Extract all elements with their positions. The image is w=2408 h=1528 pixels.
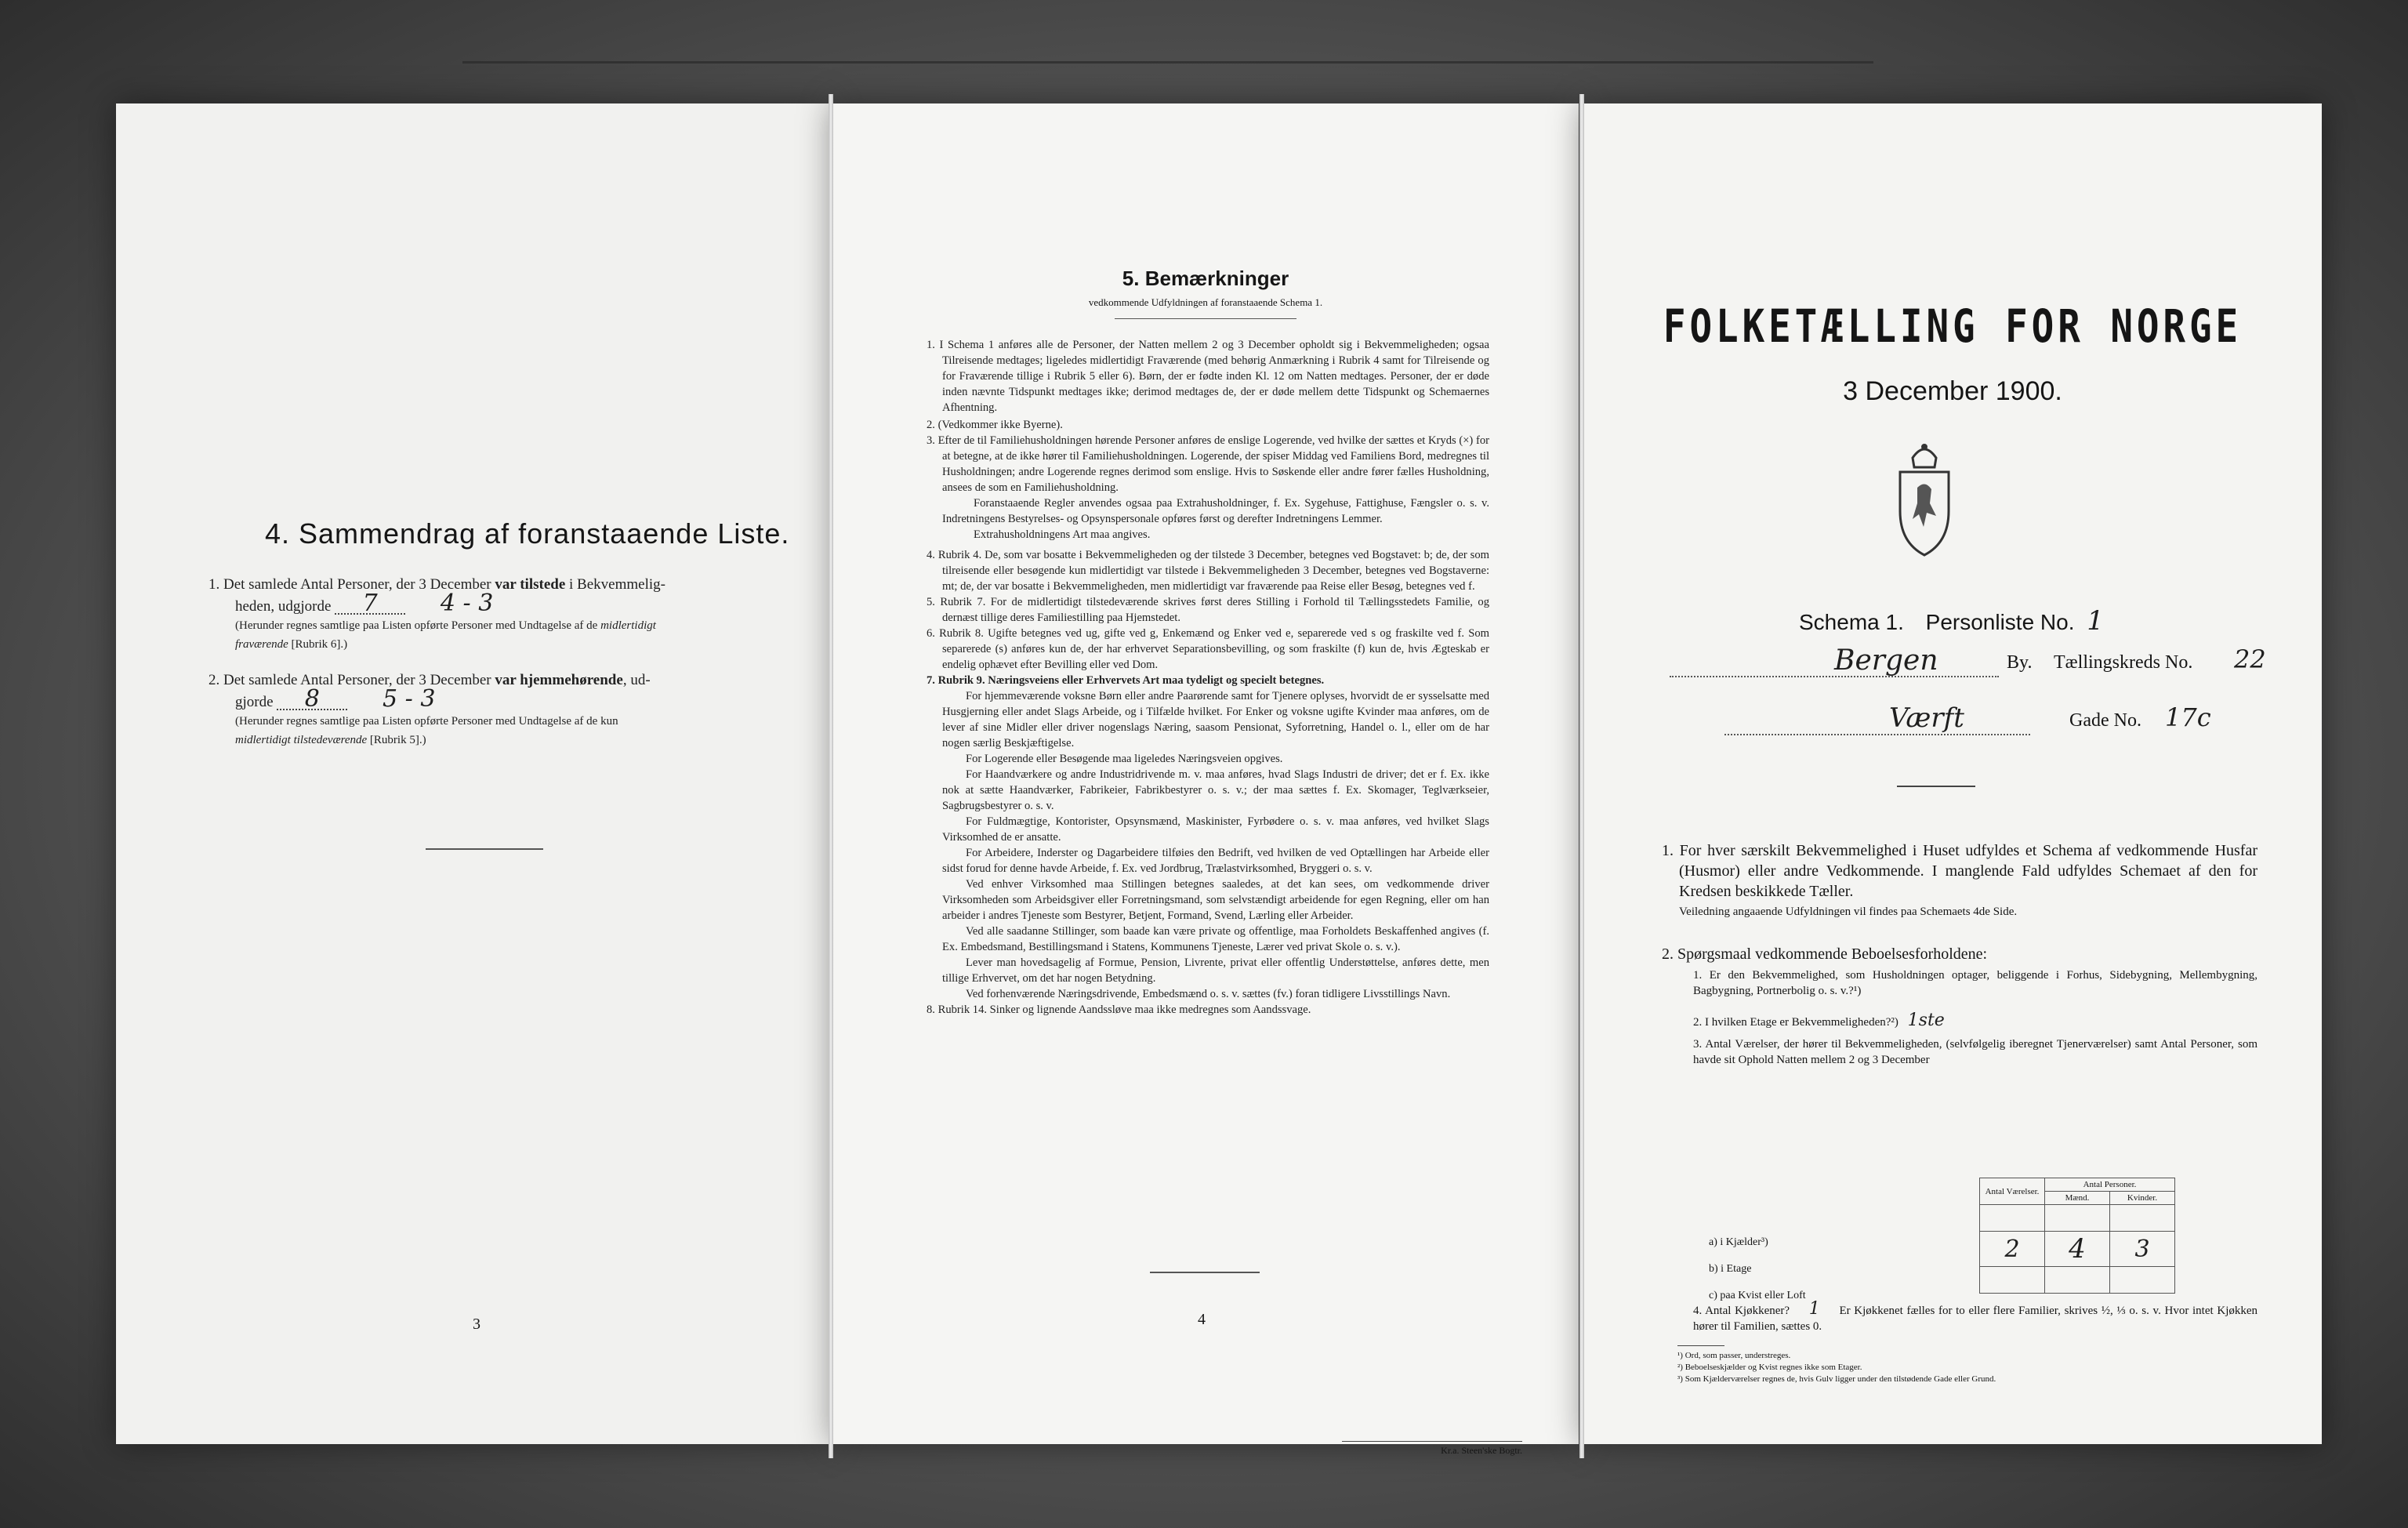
remark-7h: Lever man hovedsagelig af Formue, Pension, Livrente, privat eller offentlig Understøttelse, anføres dette, men tillige Erhvervet, om det har nogen Betydning.: [942, 956, 1489, 985]
header-persons: Antal Personer.: [2045, 1178, 2175, 1192]
instruction-1-note: Veiledning angaaende Udfyldningen vil findes paa Schemaets 4de Side.: [1679, 906, 2018, 918]
instruction-1-text: 1. For hver særskilt Bekvemmelighed i Huset udfyldes et Schema af vedkommende Husfar (Husmor) eller andre Vedkommende. I manglende Fald udfyldes Schemaet af den for Kredsen beskikkede Tæller.: [1662, 842, 2258, 900]
floor-men-hand: 4: [2045, 1232, 2110, 1267]
footnote-1: ¹) Ord, som passer, understreges.: [1677, 1351, 1791, 1360]
question-2-4: [1693, 1301, 2258, 1334]
divider: [426, 848, 543, 850]
schema-line: [1799, 605, 2104, 637]
rooms-persons-table: [1979, 1178, 2175, 1294]
remark-3: 3. Efter de til Familiehusholdningen hørende Personer anføres de enslige Logerende, ved hvilke der sættes et Kryds (×) for at betegne, at de ikke hører til Familiehusholdningen. Logerende, der spiser Middag ved Familiens Bord, medregnes til Husholdningen; andre Logerende regnes derimod som enslige. Hvis to Søskende eller andre fører fælles Husholdning, ansees de som en Familiehusholdning.: [927, 434, 1489, 494]
item2-note-italic: midlertidigt tilstedeværende: [235, 734, 368, 746]
summary-item-2: [209, 671, 804, 749]
item2-note: (Herunder regnes samtlige paa Listen opførte Personer med Undtagelse af de kun: [235, 715, 618, 728]
norwegian-coat-of-arms-icon: [1889, 441, 1960, 558]
remark-3b: Foranstaaende Regler anvendes ogsaa paa Extrahusholdninger, f. Ex. Sygehuse, Fattighuse, Fængsler o. s. v. Indretningens Bestyrelses- og Opsynspersonale opføres først og derefter Indretningens Lemmer.: [942, 497, 1489, 525]
gade-label: Gade No.: [2069, 710, 2141, 731]
street-hand: Værft: [1889, 702, 1964, 734]
item1-text: 1. Det samlede Antal Personer, der 3 December: [209, 576, 495, 593]
kitchen-hand: 1: [1808, 1299, 1820, 1319]
page-number: 3: [473, 1316, 481, 1333]
attic-men: [2045, 1267, 2110, 1294]
header-women: Kvinder.: [2110, 1192, 2175, 1205]
question-2-1: 1. Er den Bekvemmelighed, som Husholdningen optager, beliggende i Forhus, Sidebygning, Mellembygning, Bagbygning, Portnerbolig o. s. v.?¹): [1693, 969, 2258, 997]
instruction-1: [1662, 840, 2258, 922]
attic-women: [2110, 1267, 2175, 1294]
page-3: [116, 103, 829, 1444]
remark-1: 1. I Schema 1 anføres alle de Personer, der Natten mellem 2 og 3 December opholdt sig i Bekvemmeligheden; ogsaa Tilreisende medtages; ligeledes midlertidigt Fraværende (med behørig Anmærkning i Rubrik 4 samt for Tilreisende og for Fraværende tillige i Rubrik 5 eller 6). Børn, der er fødte inden Kl. 12 om Natten medtages. Personer, der er døde inden nævnte Tidspunkt medtages ikke; derimod medtages de, der er døde mellem dette Tidspunkt og Schemaernes Afhentning.: [927, 339, 1489, 414]
cellar-men: [2045, 1205, 2110, 1232]
question-2-4-text: 4. Antal Kjøkkener?: [1693, 1305, 1790, 1317]
etage-hand: 1ste: [1907, 1011, 1945, 1030]
item1-note-italic-2: fraværende: [235, 638, 288, 651]
item2-total-hand: 8: [277, 690, 347, 710]
question-2-2: [1693, 1013, 2258, 1030]
footnote-rule: [1677, 1345, 1724, 1346]
form-title: FOLKETÆLLING FOR NORGE: [1663, 299, 2243, 353]
fold-left: [829, 94, 833, 1458]
cellar-rooms: [1980, 1205, 2045, 1232]
remark-7b: For Logerende eller Besøgende maa ligeledes Næringsveien opgives.: [966, 753, 1283, 765]
gade-number-hand: 17c: [2165, 702, 2211, 732]
row-attic: c) paa Kvist eller Loft: [1709, 1290, 1806, 1301]
instruction-2: 2. Spørgsmaal vedkommende Beboelsesforholdene:: [1662, 945, 1988, 963]
remark-4: 4. Rubrik 4. De, som var bosatte i Bekvemmeligheden og der tilstede 3 December, betegnes ved Bogstavet: b; de, der som tilreisende eller besøgende kun midlertidigt var tilstede i Bekvemmeligheden 3 December, betegnes ved Bogstaverne: mt; de, der var bosatte i Bekvemmeligheden, men midlertidigt var fraværende paa Reise eller Besøg, betegnes ved f.: [927, 549, 1489, 593]
remark-7c: For Haandværkere og andre Industridrivende m. v. maa anføres, hvad Slags Industri de driver; det er f. Ex. ikke nok at sætte Haandværker, Fabrikeier, Fabrikbestyrer o. s. v.; der maa sættes f. Ex. Skomager, Teglværkseier, Sagbrugsbestyrer o. s. v.: [942, 768, 1489, 812]
item2-split-hand: 5 - 3: [383, 685, 436, 713]
row-floor: b) i Etage: [1709, 1263, 1752, 1275]
remark-7g: Ved alle saadanne Stillinger, som baade kan være private og offentlige, maa Forholdets Beskaffenhed angives (f. Ex. Embedsmand, Bestillingsmand i Statens, Kommunens Tjeneste, Lærer ved privat Skole o. s. v.).: [942, 925, 1489, 953]
item1-split-hand: 4 - 3: [440, 590, 494, 617]
question-2-3: 3. Antal Værelser, der hører til Bekvemmeligheden, (selvfølgelig iberegnet Tjenerværelser) samt Antal Personer, som havde sit Ophold Natten mellem 2 og 3 December: [1693, 1038, 2258, 1066]
page-number: 4: [1198, 1311, 1206, 1328]
footnote-3: ³) Som Kjælderværelser regnes de, hvis Gulv ligger under den tilstødende Gade eller Grund.: [1677, 1374, 1996, 1384]
remarks-heading: 5. Bemærkninger: [1122, 267, 1289, 290]
floor-women-hand: 3: [2110, 1232, 2175, 1267]
item2-note-end: [Rubrik 5].): [367, 734, 426, 746]
row-cellar: a) i Kjælder³): [1709, 1236, 1768, 1248]
remark-7f: Ved enhver Virksomhed maa Stillingen betegnes saaledes, at det kan sees, om vedkommende driver Virksomheden som Arbeidsgiver eller Forretningsmand, som selvstændigt arbeidende for egen Regning, eller om han arbeider i andres Tjeneste som Bestyrer, Betjent, Formand, Svend, Lærling eller Arbeider.: [942, 878, 1489, 922]
page-1-cover: [1583, 103, 2322, 1444]
remark-7e: For Arbeidere, Inderster og Dagarbeidere tilføies den Bedrift, ved hvilken de ved Optællingen har Arbeide eller sidst forud for denne havde Arbeide, f. Ex. ved Jordbrug, Trælastvirksomhed, Bryggeri o. s. v.: [942, 847, 1489, 875]
header-rooms: Antal Værelser.: [1980, 1178, 2045, 1205]
krets-label: Tællingskreds No.: [2054, 652, 2193, 673]
row-labels: [1709, 1229, 1806, 1309]
floor-rooms-hand: 2: [1980, 1232, 2045, 1267]
item2-text: 2. Det samlede Antal Personer, der 3 December: [209, 672, 495, 688]
item1-udgjorde: heden, udgjorde: [235, 598, 332, 615]
divider: [1150, 1272, 1260, 1273]
census-date: 3 December 1900.: [1843, 376, 2062, 406]
cellar-women: [2110, 1205, 2175, 1232]
summary-item-1: [209, 575, 804, 654]
schema-label: Schema 1.: [1799, 610, 1904, 634]
item1-bold: var tilstede: [495, 576, 566, 593]
item1-note-end: [Rubrik 6].): [288, 638, 348, 651]
question-2-2-text: 2. I hvilken Etage er Bekvemmeligheden?²): [1693, 1016, 1898, 1029]
remark-7d: For Fuldmægtige, Kontorister, Opsynsmænd, Maskinister, Fyrbødere o. s. v. maa anføres, ved hvilket Slags Virksomhed de er ansatte.: [942, 815, 1489, 844]
remark-3c: Extrahusholdningens Art maa angives.: [974, 528, 1151, 541]
ornament-divider: [1897, 786, 1975, 787]
header-men: Mænd.: [2045, 1192, 2110, 1205]
item2-udgjorde: gjorde: [235, 694, 274, 710]
remark-2: 2. (Vedkommer ikke Byerne).: [927, 419, 1063, 431]
page-4: [832, 103, 1579, 1456]
remark-7a: For hjemmeværende voksne Børn eller andre Paarørende samt for Tjenere oplyses, hvorvidt de er sysselsatte med Husgjerning eller andet Slags Arbeide, og i Tilfælde hvilket. For Enker og voksne ugifte Kvinder maa anføres, om de lever af sine Midler eller driver nogenslags Næring, saasom Pensionat, Syforretning, Handel o. l., eller om de har nogen særlig Beskjæftigelse.: [942, 690, 1489, 749]
item1-note-italic: midlertidigt: [600, 619, 656, 632]
remarks-list: [927, 337, 1489, 1018]
by-label: By.: [2007, 652, 2033, 673]
item1-note: (Herunder regnes samtlige paa Listen opførte Personer med Undtagelse af de: [235, 619, 601, 632]
street-line: [1724, 734, 2030, 735]
krets-number-hand: 22: [2234, 644, 2266, 674]
summary-heading: 4. Sammendrag af foranstaaende Liste.: [265, 517, 790, 550]
item1-text-end: i Bekvemmelig-: [565, 576, 665, 593]
item2-bold: var hjemmehørende: [495, 672, 623, 688]
item1-total-hand: 7: [335, 594, 405, 615]
personliste-label: Personliste No.: [1925, 610, 2075, 634]
remarks-subheading: vedkommende Udfyldningen af foranstaaende Schema 1.: [1088, 296, 1323, 308]
fold-right: [1579, 94, 1584, 1458]
attic-rooms: [1980, 1267, 2045, 1294]
heading-rule: [1115, 318, 1296, 319]
remark-6: 6. Rubrik 8. Ugifte betegnes ved ug, gifte ved g, Enkemænd og Enker ved e, separerede ved s og fraskilte ved f. Som separerede (s) anføres kun de, der har erhvervet Separationsbevilling, og som fraskilte (f) kun de, hvis Ægteskab er endelig ophævet efter Bevilling eller ved Dom.: [927, 627, 1489, 671]
remark-5: 5. Rubrik 7. For de midlertidigt tilstedeværende skrives først deres Stilling i Forhold til Tællingsstedets Familie, og dernæst tillige deres Familiestilling paa Hjemstedet.: [927, 596, 1489, 624]
remark-7: 7. Rubrik 9. Næringsveiens eller Erhvervets Art maa tydeligt og specielt betegnes.: [927, 674, 1325, 687]
top-rule: [462, 61, 1873, 64]
item2-text-end: , ud-: [622, 672, 651, 688]
question-2-4-note: Er Kjøkkenet fælles for to eller flere Familier, skrives ½, ⅓ o. s. v. Hvor intet Kjøkken hører til Familien, sættes 0.: [1693, 1305, 2258, 1333]
remark-7i: Ved forhenværende Næringsdrivende, Embedsmænd o. s. v. sættes (fv.) foran tidligere Livsstillings Navn.: [966, 988, 1451, 1000]
remark-8: 8. Rubrik 14. Sinker og lignende Aandssløve maa ikke medregnes som Aandssvage.: [927, 1004, 1311, 1016]
city-hand: Bergen: [1834, 644, 1938, 677]
footnotes: [1677, 1350, 1996, 1385]
personliste-number-hand: 1: [2087, 605, 2104, 637]
printer-imprint: Kr.a. Steen'ske Bogtr.: [1342, 1441, 1522, 1457]
footnote-2: ²) Beboelseskjælder og Kvist regnes ikke som Etager.: [1677, 1363, 1862, 1372]
